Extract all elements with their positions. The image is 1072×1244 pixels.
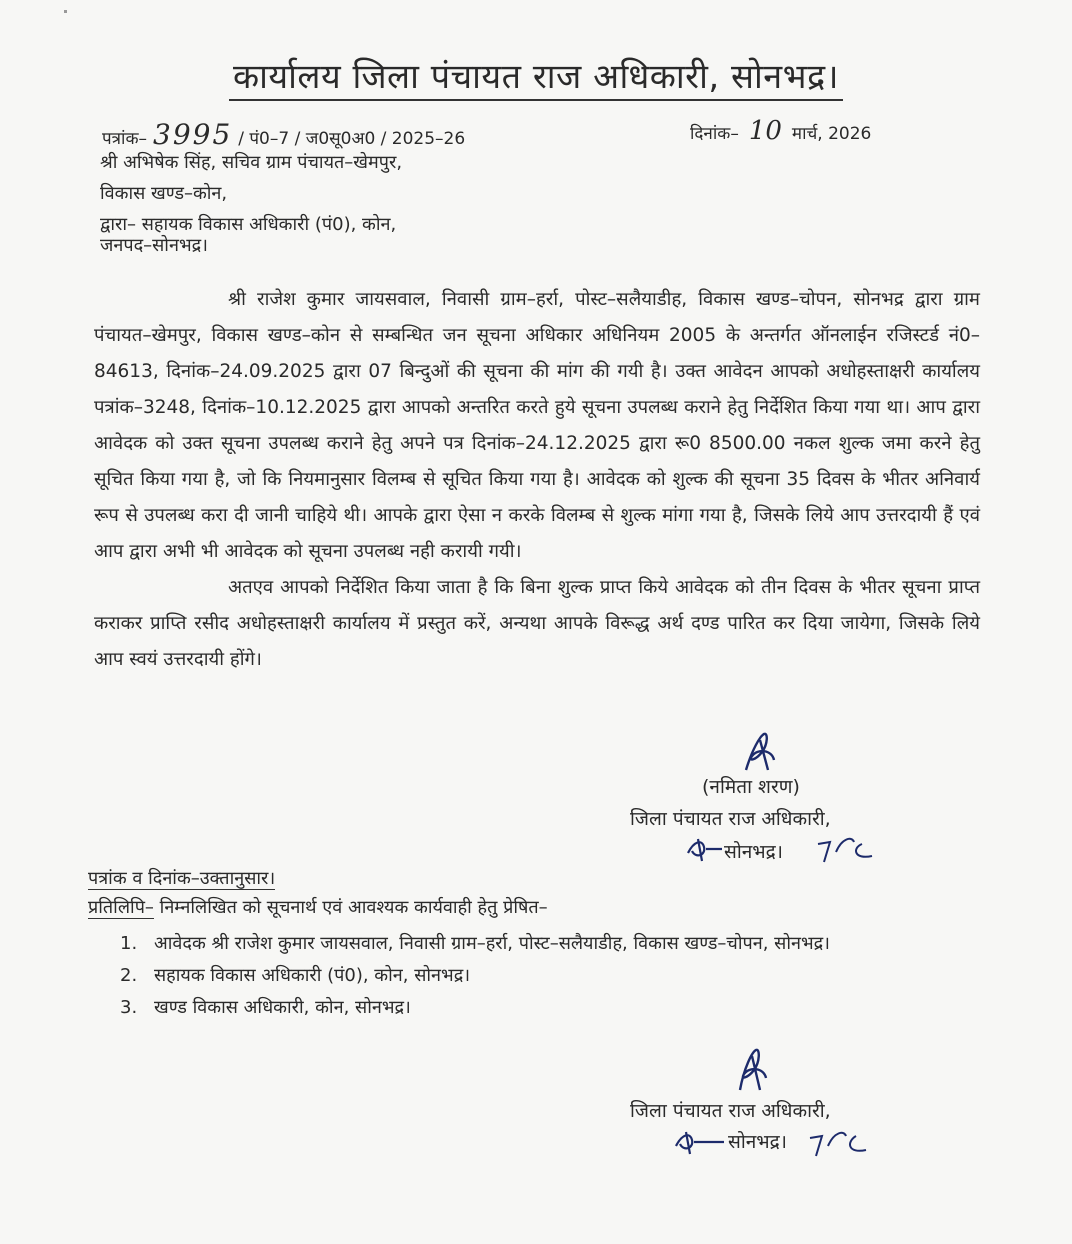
list-item: 3. खण्ड विकास अधिकारी, कोन, सोनभद्र। xyxy=(120,997,411,1018)
body-paragraph-1: श्री राजेश कुमार जायसवाल, निवासी ग्राम–हर्रा, पोस्ट–सलैयाडीह, विकास खण्ड–चोपन, सोनभद्र द्वारा ग्राम पंचायत–खेमपुर, विकास खण्ड–कोन से सम्बन्धित जन सूचना अधिकार अधिनियम 2005 के अन्तर्गत ऑनलाईन रजिस्टर्ड नं0–84613, दिनांक–24.09.2025 द्वारा 07 बिन्दुओं की सूचना की मांग की गयी है। उक्त आवेदन आपको अधोहस्ताक्षरी कार्यालय पत्रांक–3248, दिनांक–10.12.2025 द्वारा आपको अन्तरित करते हुये सूचना उपलब्ध कराने हेतु निर्देशित किया गया था। आप द्वारा आवेदक को उक्त सूचना उपलब्ध कराने हेतु अपने पत्र दिनांक–24.12.2025 द्वारा रू0 8500.00 नकल शुल्क जमा करने हेतु सूचित किया गया है, जो कि नियमानुसार विलम्ब से सूचित किया गया है। आवेदक को शुल्क की सूचना 35 दिवस के भीतर अनिवार्य रूप से उपलब्ध करा दी जानी चाहिये थी। आपके द्वारा ऐसा न करके विलम्ब से शुल्क मांगा गया है, जिसके लिये आप उत्तरदायी हैं एवं आप द्वारा अभी भी आवेदक को सूचना उपलब्ध नही करायी गयी। xyxy=(94,289,980,562)
signatory-place: सोनभद्र। xyxy=(724,841,783,863)
date-scrawl-mark xyxy=(812,832,880,866)
signatory-name: (नमिता शरण) xyxy=(702,776,800,798)
addressee-line: द्वारा– सहायक विकास अधिकारी (पं0), कोन, xyxy=(100,214,397,235)
copy-list xyxy=(120,928,982,1024)
office-title: कार्यालय जिला पंचायत राज अधिकारी, सोनभद्र। xyxy=(0,52,1072,98)
initials-mark xyxy=(672,1128,726,1158)
copy-instruction: प्रतिलिपि– निम्नलिखित को सूचनार्थ एवं आवश्यक कार्यवाही हेतु प्रेषित– xyxy=(88,897,548,918)
addressee-line: जनपद–सोनभद्र। xyxy=(100,235,208,256)
list-item: 2. सहायक विकास अधिकारी (पं0), कोन, सोनभद्र। xyxy=(120,965,471,986)
addressee-line: विकास खण्ड–कोन, xyxy=(100,183,228,204)
scan-speck xyxy=(64,10,67,13)
signatory-designation-2: जिला पंचायत राज अधिकारी, xyxy=(630,1100,831,1122)
letter-reference: पत्रांक– 3995 / पं0–7 / ज0सू0अ0 / 2025–26 xyxy=(102,118,466,151)
addressee-line: श्री अभिषेक सिंह, सचिव ग्राम पंचायत–खेमपुर, xyxy=(100,152,403,173)
body-paragraph-2: अतएव आपको निर्देशित किया जाता है कि बिना शुल्क प्राप्त किये आवेदक को तीन दिवस के भीतर सूचना प्राप्त कराकर प्राप्ति रसीद अधोहस्ताक्षरी कार्यालय में प्रस्तुत करें, अन्यथा आपके विरूद्ध अर्थ दण्ड पारित कर दिया जायेगा, जिसके लिये आप स्वयं उत्तरदायी होंगे। xyxy=(94,577,980,670)
copy-heading: पत्रांक व दिनांक–उक्तानुसार। xyxy=(88,868,276,889)
initials-mark xyxy=(684,835,724,863)
signature-mark xyxy=(730,1046,774,1096)
signatory-designation: जिला पंचायत राज अधिकारी, xyxy=(630,808,831,830)
signatory-place-2: सोनभद्र। xyxy=(728,1131,787,1153)
date-scrawl-mark xyxy=(804,1124,872,1160)
signature-mark xyxy=(738,730,782,776)
letter-date: दिनांक– 10 मार्च, 2026 xyxy=(690,116,872,146)
letter-body xyxy=(94,282,980,678)
reference-number: 3995 xyxy=(153,118,233,151)
list-item: 1. आवेदक श्री राजेश कुमार जायसवाल, निवासी ग्राम–हर्रा, पोस्ट–सलैयाडीह, विकास खण्ड–चोपन, सोनभद्र। xyxy=(120,933,831,954)
